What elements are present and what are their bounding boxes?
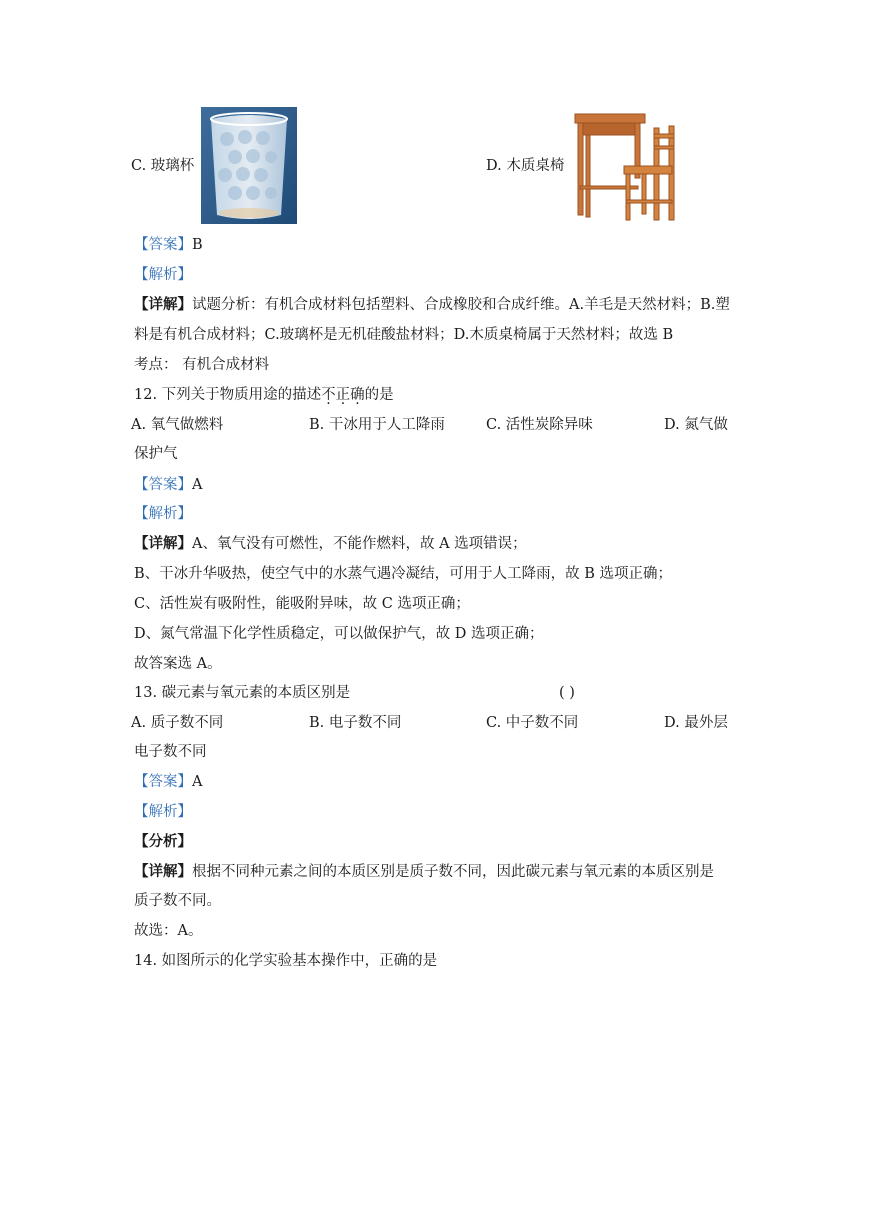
- q12-option-a: A. 氧气做燃料: [131, 417, 224, 433]
- analysis-tag: 【解析】: [134, 267, 192, 283]
- q11-detail-line-1: 试题分析：有机合成材料包括塑料、合成橡胶和合成纤维。A.羊毛是天然材料；B.塑: [192, 297, 730, 313]
- q12-detail-c: C、活性炭有吸附性，能吸附异味，故 C 选项正确；: [134, 596, 470, 612]
- analysis-tag: 【解析】: [134, 506, 192, 522]
- emphasis-char: 正: [335, 387, 351, 403]
- answer-value: A: [192, 477, 203, 493]
- analysis-tag: 【解析】: [134, 804, 192, 820]
- q13-conclusion: 故选：A。: [134, 923, 203, 939]
- emphasis-char: 确: [350, 387, 365, 403]
- answer-value: B: [192, 237, 203, 253]
- q12-stem: 12. 下列关于物质用途的描述不正确的是: [134, 387, 394, 403]
- answer-tag: 【答案】: [134, 237, 192, 253]
- q11-option-c: C. 玻璃杯: [131, 158, 195, 174]
- q12-detail-d: D、氮气常温下化学性质稳定，可以做保护气，故 D 选项正确；: [134, 626, 544, 642]
- q13-answer-paren: ( ): [559, 685, 575, 701]
- q12-detail-b: B、干冰升华吸热，使空气中的水蒸气遇冷凝结，可用于人工降雨，故 B 选项正确；: [134, 566, 673, 582]
- q13-option-b: B. 电子数不同: [309, 715, 402, 731]
- q11-detail-line-2: 料是有机合成材料；C.玻璃杯是无机硅酸盐材料；D.木质桌椅属于天然材料；故选 B: [134, 327, 674, 343]
- q12-conclusion: 故答案选 A。: [134, 656, 222, 672]
- answer-value: A: [192, 774, 203, 790]
- q13-detail-line-1: 根据不同种元素之间的本质区别是质子数不同，因此碳元素与氧元素的本质区别是: [192, 864, 714, 880]
- q12-option-d-cont: 保护气: [134, 446, 178, 462]
- glass-cup-image: [201, 107, 297, 224]
- q13-option-d: D. 最外层: [664, 715, 728, 731]
- q12-option-b: B. 干冰用于人工降雨: [309, 417, 445, 433]
- q13-stem: 13. 碳元素与氧元素的本质区别是: [134, 685, 351, 701]
- q13-detail-line-2: 质子数不同。: [134, 893, 221, 909]
- q12-option-c: C. 活性炭除异味: [486, 417, 593, 433]
- answer-tag: 【答案】: [134, 774, 192, 790]
- q14-stem: 14. 如图所示的化学实验基本操作中，正确的是: [134, 953, 438, 969]
- detail-tag: 【详解】: [134, 863, 192, 880]
- detail-tag: 【详解】: [134, 296, 192, 313]
- wooden-desk-chair-image: [572, 108, 680, 224]
- q12-detail-a: A、氧气没有可燃性，不能作燃料，故 A 选项错误；: [192, 536, 527, 552]
- q13-option-d-cont: 电子数不同: [134, 744, 207, 760]
- q11-option-d: D. 木质桌椅: [486, 158, 565, 174]
- q13-option-a: A. 质子数不同: [131, 715, 224, 731]
- detail-tag: 【详解】: [134, 535, 192, 552]
- answer-tag: 【答案】: [134, 477, 192, 493]
- emphasis-char: 不: [321, 387, 336, 403]
- q13-option-c: C. 中子数不同: [486, 715, 579, 731]
- fenxi-tag: 【分析】: [134, 833, 192, 850]
- q11-kaodian: 考点： 有机合成材料: [134, 357, 270, 373]
- q12-option-d: D. 氮气做: [664, 417, 728, 433]
